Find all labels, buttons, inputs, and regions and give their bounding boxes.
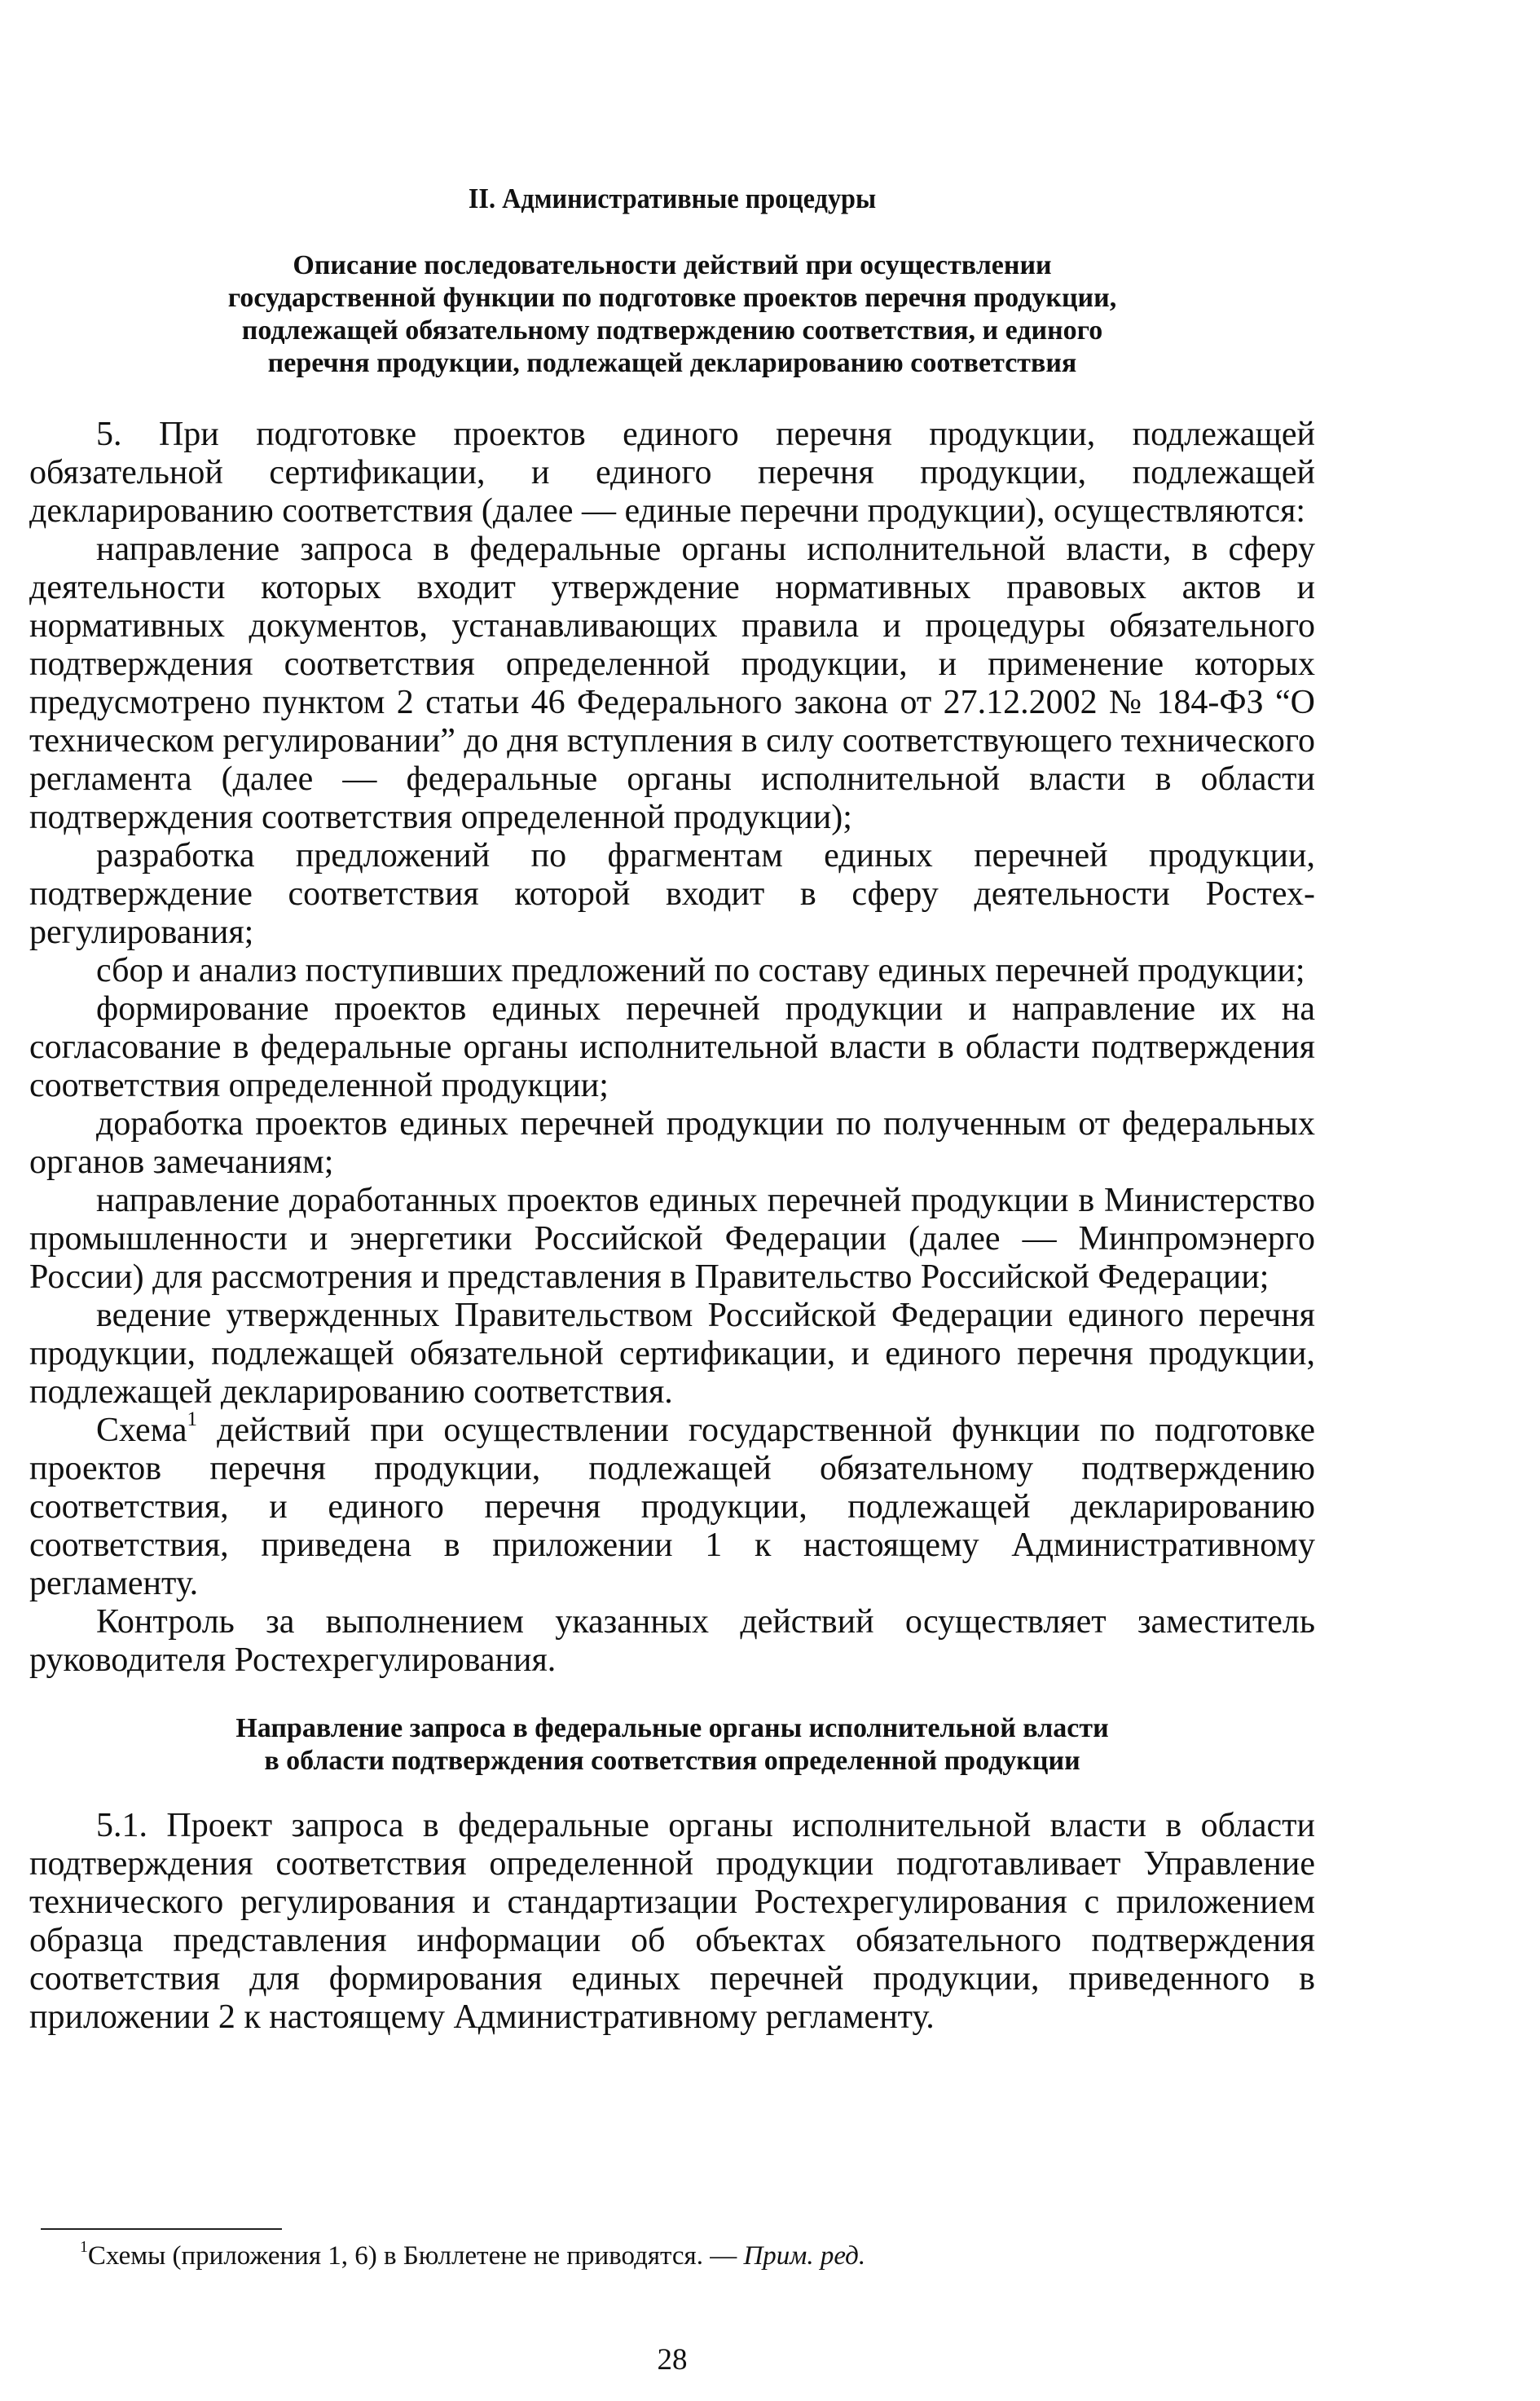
section-heading-line: подлежащей обязательному подтверждению соответствия, и единого xyxy=(241,315,1103,346)
footnote-mark: 1 xyxy=(80,2238,88,2257)
document-page xyxy=(29,181,1315,2037)
paragraph-5-intro: 5. При подготовке проектов единого перечня продукции, подлежащей обязательной сертификации, и единого перечня продукции, подлежащей декларированию соответствия (далее — единые перечни продукции), осуществляются: xyxy=(29,416,1315,530)
paragraph-draft-submission: направление доработанных проектов единых перечней продукции в Министерство промышленности и энергетики Российской Федерации (далее — Минпромэнерго России) для рассмотрения и представления в Правительство Российской Федерации; xyxy=(29,1182,1315,1296)
paragraph-proposal-analysis: сбор и анализ поступивших предложений по составу единых перечней продукции; xyxy=(96,952,1305,989)
section-heading-request xyxy=(29,1712,1315,1778)
scheme-rest: действий при осуществлении государственной функции по подготовке проектов перечня продукции, подлежащей обязательному подтверждению соответствия, и единого перечня продукции, подлежащей декларированию соответствия, приведена в приложении 1 к настоящему Административному регламенту. xyxy=(29,1412,1315,1602)
footnote-reference: 1 xyxy=(187,1408,198,1431)
footnote-editor-note: Прим. ред. xyxy=(743,2241,866,2271)
chapter-title: II. Административные процедуры xyxy=(468,183,877,214)
footnote-text: Схемы (приложения 1, 6) в Бюллетене не приводятся. — xyxy=(87,2241,744,2271)
section-heading-line: перечня продукции, подлежащей декларированию соответствия xyxy=(267,348,1077,378)
paragraph-5-1: 5.1. Проект запроса в федеральные органы исполнительной власти в области подтверждения соответствия определенной продукции подготавливает Управление технического регулирования и стандартизации Ростехрегулирования с приложением образца представления информации об объектах обязательного подтверждения соответствия для формирования единых перечней продукции, приведенного в приложении 2 к настоящему Административному регламенту. xyxy=(29,1807,1315,2036)
section-heading-line: государственной функции по подготовке проектов перечня продукции, xyxy=(227,283,1117,313)
section-heading-line: Описание последовательности действий при осуществлении xyxy=(293,250,1052,280)
paragraph-draft-revision: доработка проектов единых перечней продукции по полученным от федеральных органов замечаниям; xyxy=(29,1105,1315,1181)
paragraph-request-direction: направление запроса в федеральные органы исполнительной власти, в сферу деятельности которых входит утверждение нормативных правовых актов и нормативных документов, устанавливающих правила и процедуры обязательного подтверждения соответствия определенной продукции, и применение которых предусмотрено пунктом 2 статьи 46 Федерального закона от 27.12.2002 № 184-ФЗ “О техническом регулировании” до дня вступления в силу соответствующего технического регламента (далее — федеральные органы исполнительной власти в области подтверждения соответствия определенной продукции); xyxy=(29,531,1315,836)
section-heading-sequence xyxy=(29,249,1315,380)
scheme-word: Схема xyxy=(96,1412,187,1449)
paragraph-control: Контроль за выполнением указанных действий осуществляет заместитель руководителя Ростехрегулирования. xyxy=(29,1603,1315,1679)
paragraph-proposal-development: разработка предложений по фрагментам единых перечней продукции, подтверждение соответствия которой входит в сферу деятельности Ростехрегулирования; xyxy=(29,837,1315,951)
footnote xyxy=(41,2240,1312,2272)
section-heading-line: в области подтверждения соответствия определенной продукции xyxy=(264,1746,1080,1776)
paragraph-draft-formation: формирование проектов единых перечней продукции и направление их на согласование в федеральные органы исполнительной власти в области подтверждения соответствия определенной продукции; xyxy=(29,990,1315,1104)
paragraph-scheme xyxy=(29,1408,1315,1603)
footnote-divider xyxy=(41,2228,282,2230)
section-heading-line: Направление запроса в федеральные органы исполнительной власти xyxy=(235,1713,1109,1743)
paragraph-list-maintenance: ведение утвержденных Правительством Российской Федерации единого перечня продукции, подлежащей обязательной сертификации, и единого перечня продукции, подлежащей декларированию соответствия. xyxy=(29,1297,1315,1411)
page-number: 28 xyxy=(657,2343,688,2377)
